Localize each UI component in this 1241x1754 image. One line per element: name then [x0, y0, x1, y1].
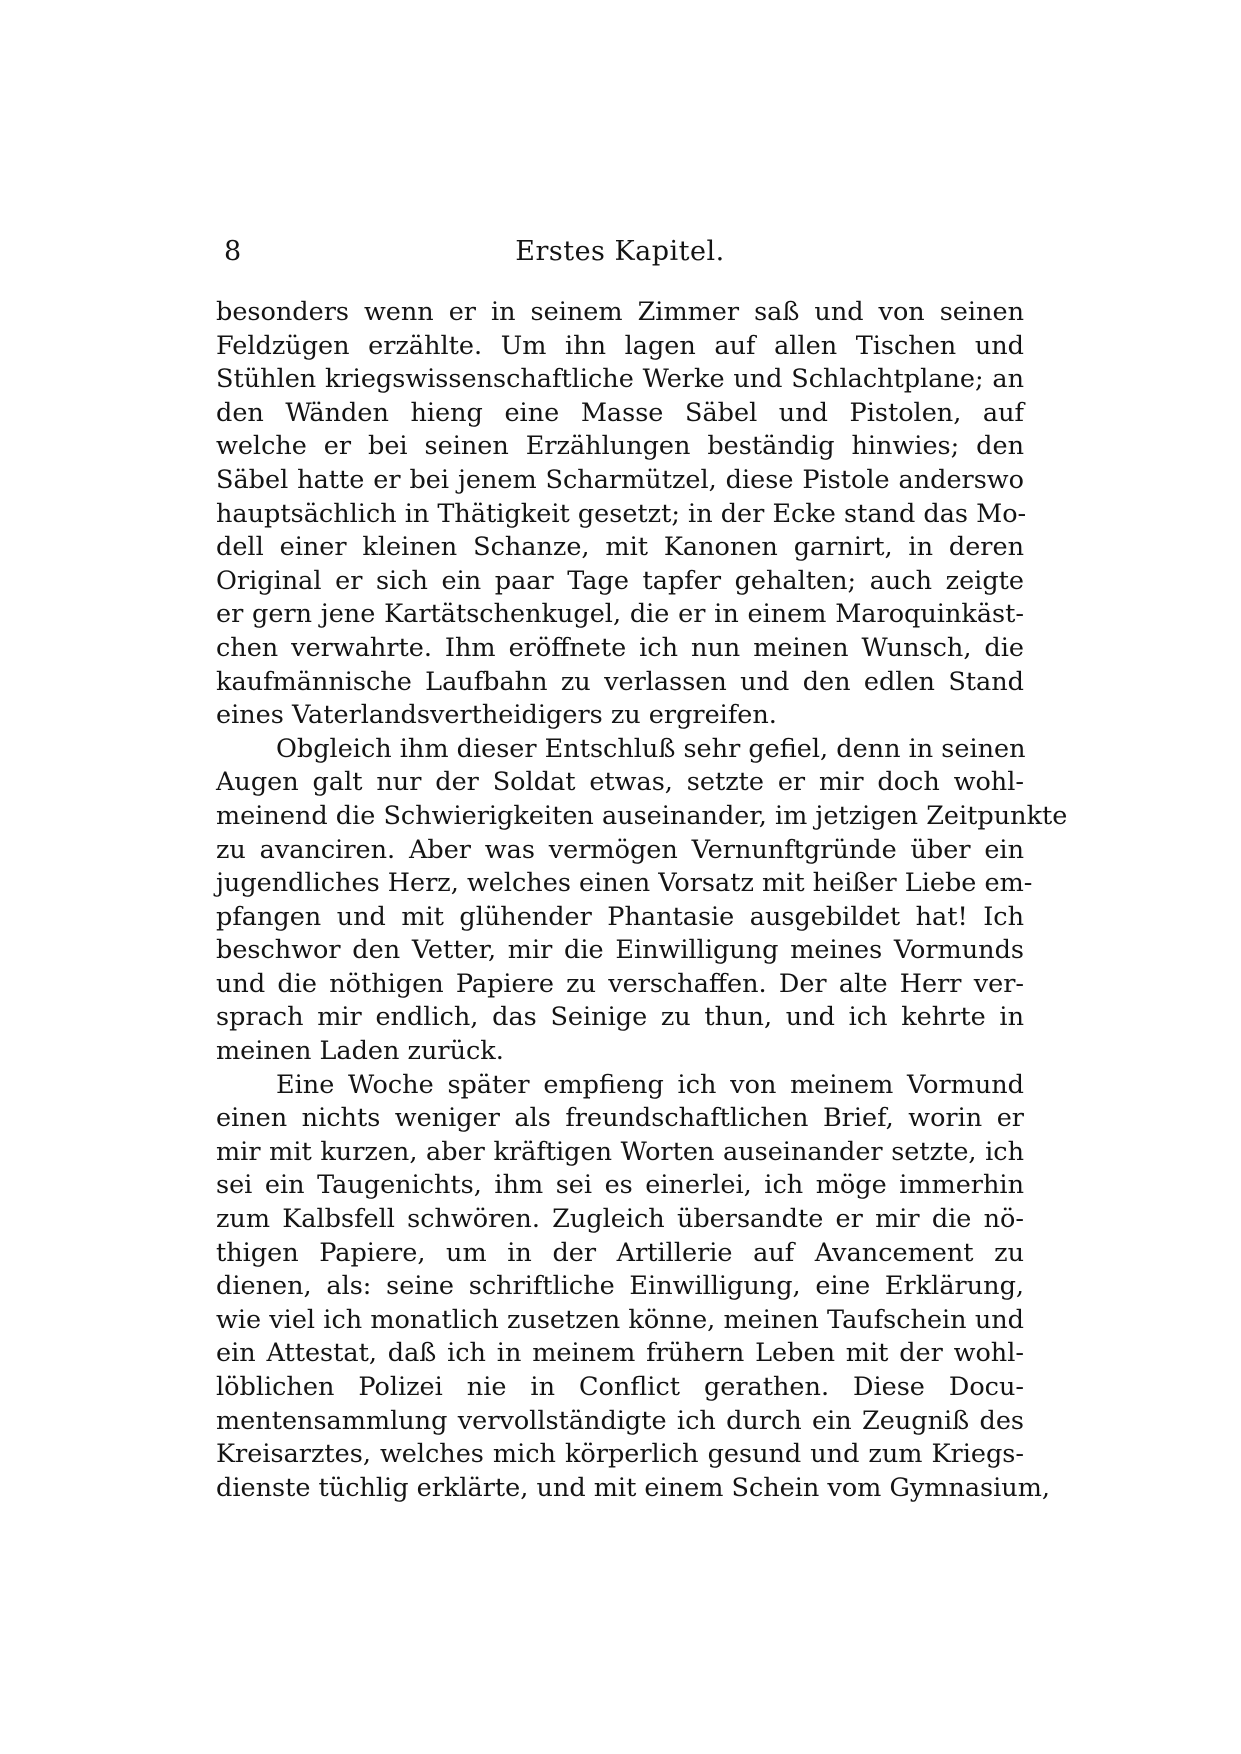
body-text: [216, 296, 1068, 1505]
text-line: er gern jene Kartätschenkugel, die er in einem Maroquinkäst-: [216, 599, 1024, 630]
text-line: mentensammlung vervollständigte ich durch ein Zeugniß des: [216, 1405, 1024, 1436]
text-line: Säbel hatte er bei jenem Scharmützel, diese Pistole anderswo: [216, 464, 1024, 495]
text-line: und die nöthigen Papiere zu verschaffen. Der alte Herr ver-: [216, 968, 1024, 999]
text-line: sprach mir endlich, das Seinige zu thun, und ich kehrte in: [216, 1002, 1024, 1033]
text-line: den Wänden hieng eine Masse Säbel und Pistolen, auf: [216, 397, 1024, 428]
text-line: hauptsächlich in Thätigkeit gesetzt; in der Ecke stand das Mo-: [216, 498, 1027, 529]
text-line: thigen Papiere, um in der Artillerie auf Avancement zu: [216, 1237, 1024, 1268]
page-header: [216, 236, 1024, 276]
text-line: Feldzügen erzählte. Um ihn lagen auf allen Tischen und: [216, 330, 1024, 361]
paragraph-first-line: Obgleich ihm dieser Entschluß sehr gefiel, denn in seinen: [276, 733, 1026, 764]
running-title: Erstes Kapitel.: [515, 236, 725, 267]
text-line: zu avanciren. Aber was vermögen Vernunftgründe über ein: [216, 834, 1024, 865]
text-line: pfangen und mit glühender Phantasie ausgebildet hat! Ich: [216, 901, 1024, 932]
text-line: Original er sich ein paar Tage tapfer gehalten; auch zeigte: [216, 565, 1024, 596]
text-line: kaufmännische Laufbahn zu verlassen und den edlen Stand: [216, 666, 1024, 697]
paragraph-first-line: Eine Woche später empfieng ich von meinem Vormund: [276, 1069, 1024, 1100]
text-line: zum Kalbsfell schwören. Zugleich übersandte er mir die nö-: [216, 1204, 1024, 1235]
text-line: eines Vaterlandsvertheidigers zu ergreifen.: [216, 700, 777, 731]
text-line: mir mit kurzen, aber kräftigen Worten auseinander setzte, ich: [216, 1136, 1024, 1167]
text-line: meinend die Schwierigkeiten auseinander, im jetzigen Zeitpunkte: [216, 800, 1068, 831]
text-line: einen nichts weniger als freundschaftlichen Brief, worin er: [216, 1103, 1024, 1134]
page-number: 8: [224, 236, 242, 267]
text-line: welche er bei seinen Erzählungen beständig hinwies; den: [216, 431, 1024, 462]
text-line: dienste tüchlig erklärte, und mit einem Schein vom Gymnasium,: [216, 1472, 1051, 1503]
text-line: jugendliches Herz, welches einen Vorsatz mit heißer Liebe em-: [216, 868, 1033, 899]
text-line: sei ein Taugenichts, ihm sei es einerlei, ich möge immerhin: [216, 1170, 1024, 1201]
text-line: beschwor den Vetter, mir die Einwilligung meines Vormunds: [216, 935, 1024, 966]
text-line: meinen Laden zurück.: [216, 1036, 504, 1067]
text-line: besonders wenn er in seinem Zimmer saß und von seinen: [216, 297, 1024, 327]
text-line: chen verwahrte. Ihm eröffnete ich nun meinen Wunsch, die: [216, 632, 1024, 663]
text-line: Kreisarztes, welches mich körperlich gesund und zum Kriegs-: [216, 1439, 1024, 1470]
text-line: ein Attestat, daß ich in meinem frühern Leben mit der wohl-: [216, 1338, 1024, 1369]
text-line: Augen galt nur der Soldat etwas, setzte er mir doch wohl-: [216, 767, 1024, 798]
text-line: wie viel ich monatlich zusetzen könne, meinen Taufschein und: [216, 1304, 1024, 1335]
text-line: Stühlen kriegswissenschaftliche Werke und Schlachtplane; an: [216, 364, 1024, 395]
text-line: löblichen Polizei nie in Conflict gerathen. Diese Docu-: [216, 1372, 1024, 1402]
text-line: dienen, als: seine schriftliche Einwilligung, eine Erklärung,: [216, 1271, 1024, 1302]
text-line: dell einer kleinen Schanze, mit Kanonen garnirt, in deren: [216, 532, 1024, 563]
